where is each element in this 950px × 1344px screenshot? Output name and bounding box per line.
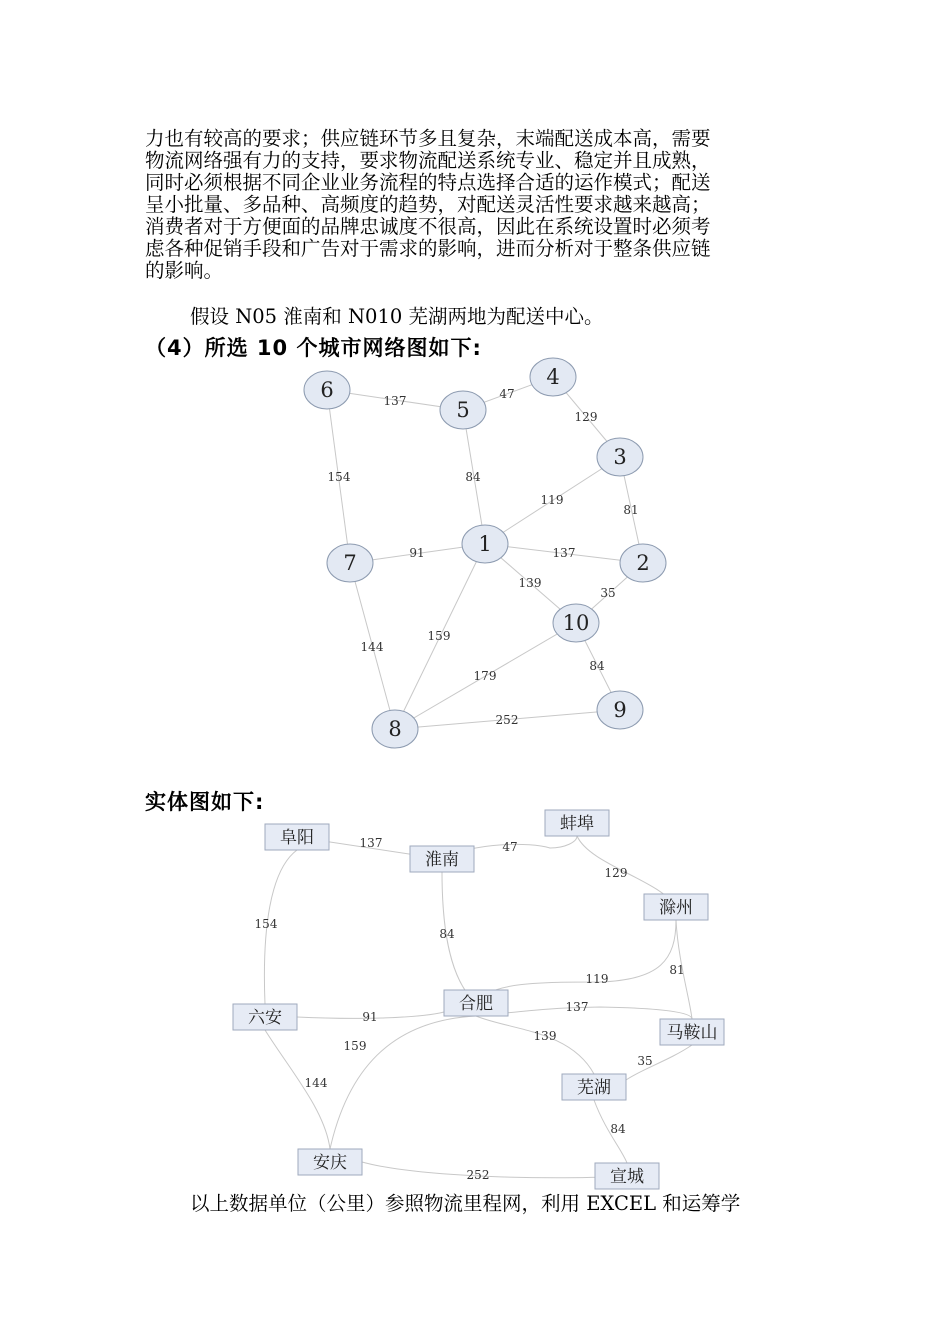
entity-edge-weight: 91	[362, 1010, 378, 1024]
network-node-label: 1	[478, 532, 492, 556]
entity-node	[644, 894, 708, 920]
entity-node-label: 蚌埠	[560, 814, 594, 834]
network-edge-weight: 252	[495, 713, 519, 727]
entity-edge-weight: 84	[439, 927, 455, 941]
paragraph-line: 同时必须根据不同企业业务流程的特点选择合适的运作模式；配送	[145, 171, 711, 194]
entity-edge-weight: 84	[610, 1122, 626, 1136]
entity-edge	[330, 1016, 476, 1149]
entity-node-label: 马鞍山	[666, 1023, 718, 1043]
network-edge-weight: 84	[589, 659, 605, 673]
entity-node	[545, 810, 609, 836]
network-edge-weight: 119	[540, 493, 564, 507]
network-edge-weight: 139	[518, 576, 542, 590]
entity-node-label: 芜湖	[577, 1078, 611, 1098]
network-node-label: 10	[562, 611, 590, 635]
entity-node	[233, 1004, 297, 1030]
entity-node-label: 滁州	[659, 898, 693, 918]
network-edge-weight: 154	[327, 470, 351, 484]
entity-node	[265, 824, 329, 850]
entity-edge-weight: 144	[304, 1076, 328, 1090]
network-node-label: 4	[546, 365, 560, 389]
entity-node	[595, 1163, 659, 1189]
entity-edge-weight: 129	[604, 866, 628, 880]
entity-node	[298, 1149, 362, 1175]
network-edge-weight: 35	[600, 586, 616, 600]
network-edge-weight: 144	[360, 640, 384, 654]
entity-edge-weight: 137	[359, 836, 383, 850]
entity-edge-weight: 154	[254, 917, 278, 931]
entity-edge	[476, 1016, 594, 1074]
entity-edge-weight: 139	[533, 1029, 557, 1043]
network-edge-weight: 81	[623, 503, 639, 517]
paragraph-line: 物流网络强有力的支持，要求物流配送系统专业、稳定并且成熟，	[145, 149, 711, 172]
paragraph-line: 消费者对于方便面的品牌忠诚度不很高，因此在系统设置时必须考	[145, 215, 711, 238]
entity-edge-weight: 119	[585, 972, 609, 986]
entity-node	[410, 846, 474, 872]
entity-node-label: 阜阳	[280, 828, 314, 848]
paragraph-line: 的影响。	[145, 259, 224, 282]
entity-node-label: 淮南	[425, 850, 459, 870]
network-edge-weight: 159	[427, 629, 451, 643]
network-heading: （4）所选 10 个城市网络图如下:	[145, 336, 482, 360]
network-edge-weight: 137	[383, 394, 407, 408]
entity-edge	[626, 1045, 692, 1080]
network-node-label: 6	[320, 378, 334, 402]
network-edge-weight: 137	[552, 546, 576, 560]
network-node-label: 2	[636, 551, 650, 575]
entity-node	[660, 1019, 724, 1045]
entity-node	[562, 1074, 626, 1100]
paragraph-line: 力也有较高的要求；供应链环节多且复杂，末端配送成本高，需要	[145, 127, 711, 150]
entity-node-label: 六安	[248, 1008, 282, 1028]
footer-text: 以上数据单位（公里）参照物流里程网，利用 EXCEL 和运筹学	[190, 1192, 741, 1215]
entity-heading: 实体图如下:	[145, 790, 265, 814]
entity-edge-weight: 81	[669, 963, 685, 977]
network-node-label: 3	[613, 445, 627, 469]
network-edge-weight: 47	[499, 387, 515, 401]
network-edge-weight: 179	[473, 669, 497, 683]
network-node-label: 7	[343, 551, 357, 575]
entity-edge-weight: 47	[502, 840, 518, 854]
entity-edge-weight: 252	[466, 1168, 490, 1182]
network-edge-weight: 91	[409, 546, 425, 560]
entity-edge	[362, 1162, 627, 1178]
entity-edge-weight: 35	[637, 1054, 653, 1068]
paragraph-line: 虑各种促销手段和广告对于需求的影响，进而分析对于整条供应链	[145, 237, 711, 260]
entity-node-label: 宣城	[610, 1167, 644, 1187]
network-edge-weight: 84	[465, 470, 481, 484]
network-edge-weight: 129	[574, 410, 598, 424]
network-node-label: 9	[613, 698, 627, 722]
assumption-text: 假设 N05 淮南和 N010 芜湖两地为配送中心。	[190, 305, 604, 328]
entity-node-label: 合肥	[459, 994, 493, 1014]
entity-node	[444, 990, 508, 1016]
network-node-label: 5	[456, 398, 470, 422]
entity-node-label: 安庆	[313, 1153, 347, 1173]
paragraph-line: 呈小批量、多品种、高频度的趋势，对配送灵活性要求越来越高；	[145, 193, 711, 216]
network-node-label: 8	[388, 717, 402, 741]
entity-edge-weight: 159	[343, 1039, 367, 1053]
entity-edge-weight: 137	[565, 1000, 589, 1014]
